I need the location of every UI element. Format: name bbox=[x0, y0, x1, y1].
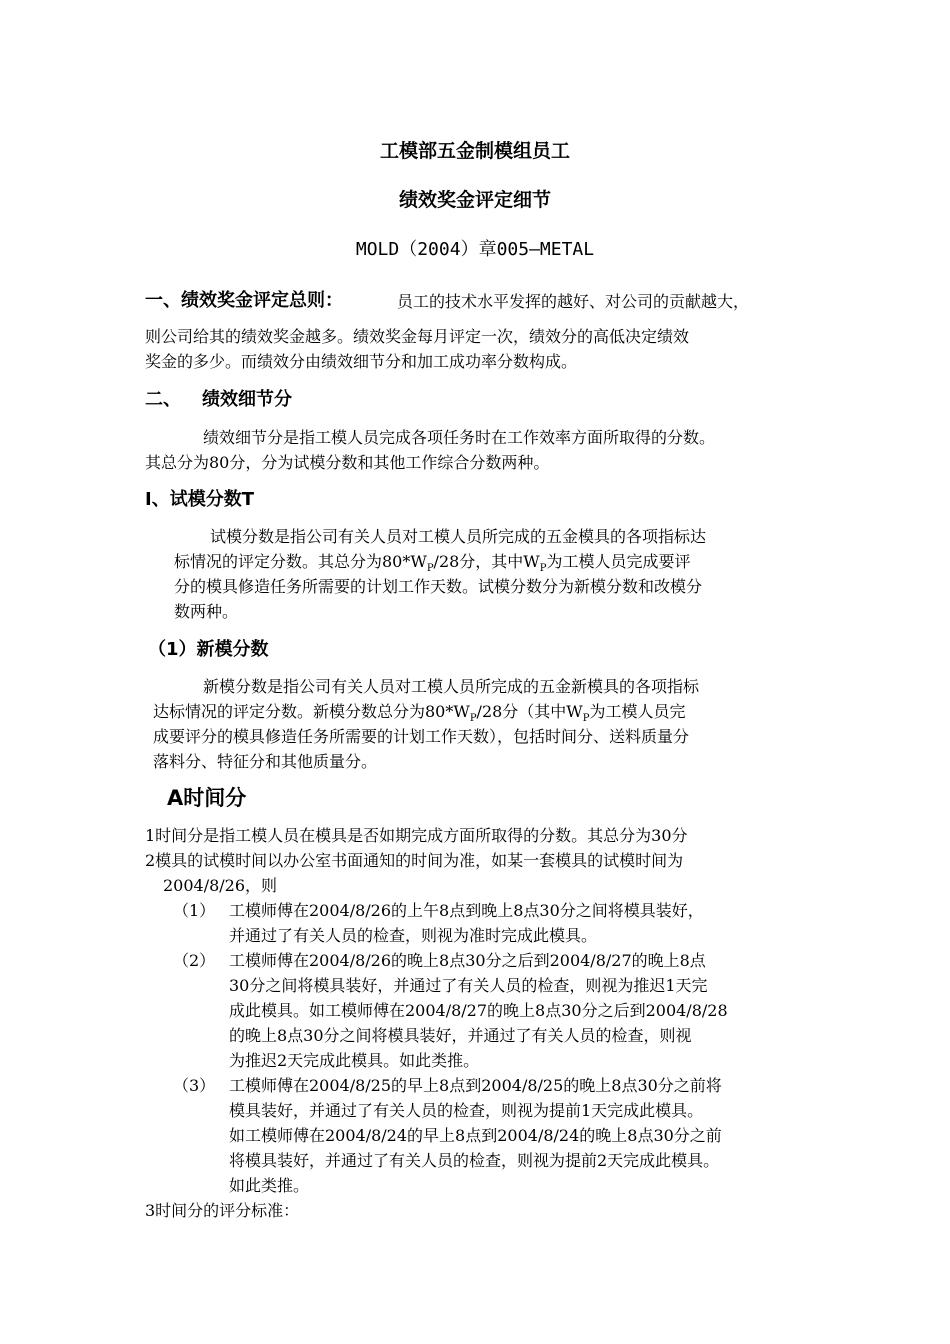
doc-code: MOLD（2004）章005—METAL bbox=[355, 239, 595, 260]
sub3-line: 如此类推。 bbox=[229, 1176, 310, 1195]
section1-line: 员工的技术水平发挥的越好、对公司的贡献越大， bbox=[397, 292, 750, 311]
new-mold-line: 达标情况的评定分数。新模分数总分为$80*W_P/28$分（其中$W_P$为工模人员完 bbox=[153, 702, 686, 725]
section1-line: 奖金的多少。而绩效分由绩效细节分和加工成功率分数构成。 bbox=[145, 352, 578, 371]
sub1-line: 工模师傅在2004/8/26的上午8点到晚上8点30分之间将模具装好， bbox=[229, 901, 704, 920]
time-score-heading: A时间分 bbox=[167, 786, 247, 810]
time-item-1: 1时间分是指工模人员在模具是否如期完成方面所取得的分数。其总分为30分 bbox=[145, 826, 688, 845]
sub3-line: 工模师傅在2004/8/25的早上8点到2004/8/25的晚上8点30分之前将 bbox=[229, 1076, 722, 1095]
time-item-2: 2模具的试模时间以办公室书面通知的时间为准，如某一套模具的试模时间为 bbox=[145, 851, 684, 870]
sectionI-line: 标情况的评定分数。其总分为$80*W_P/28$分，其中$W_P$为工模人员完成要评 bbox=[174, 552, 691, 575]
time-item-3: 3时间分的评分标准： bbox=[145, 1201, 300, 1220]
section2-line: 其总分为80分，分为试模分数和其他工作综合分数两种。 bbox=[145, 453, 550, 472]
sub1-number: （1） bbox=[173, 901, 216, 920]
section1-line: 则公司给其的绩效奖金越多。绩效奖金每月评定一次，绩效分的高低决定绩效 bbox=[145, 327, 690, 346]
sub2-line: 工模师傅在2004/8/26的晚上8点30分之后到2004/8/27的晚上8点 bbox=[229, 951, 706, 970]
sub2-line: 30分之间将模具装好，并通过了有关人员的检查，则视为推迟1天完 bbox=[229, 976, 708, 995]
sub2-line: 成此模具。如工模师傅在2004/8/27的晚上8点30分之后到2004/8/28 bbox=[229, 1001, 728, 1020]
new-mold-line: 新模分数是指公司有关人员对工模人员所完成的五金新模具的各项指标 bbox=[203, 677, 700, 696]
time-item-2-cont: 2004/8/26，则 bbox=[163, 876, 278, 895]
section2-line: 绩效细节分是指工模人员完成各项任务时在工作效率方面所取得的分数。 bbox=[203, 428, 716, 447]
section1-heading: 一、绩效奖金评定总则： bbox=[145, 290, 343, 311]
new-mold-heading: （1）新模分数 bbox=[148, 639, 269, 660]
sub1-line: 并通过了有关人员的检查，则视为准时完成此模具。 bbox=[229, 926, 598, 945]
sectionI-line: 数两种。 bbox=[174, 602, 239, 621]
new-mold-line: 落料分、特征分和其他质量分。 bbox=[153, 752, 378, 771]
section2-number: 二、 bbox=[145, 389, 181, 410]
section2-heading: 绩效细节分 bbox=[202, 389, 292, 410]
sub3-line: 模具装好，并通过了有关人员的检查，则视为提前1天完成此模具。 bbox=[229, 1101, 704, 1120]
new-mold-line: 成要评分的模具修造任务所需要的计划工作天数），包括时间分、送料质量分 bbox=[153, 727, 690, 746]
sub2-line: 的晚上8点30分之间将模具装好，并通过了有关人员的检查，则视 bbox=[229, 1026, 692, 1045]
doc-title-line1: 工模部五金制模组员工 bbox=[379, 140, 570, 162]
sub2-line: 为推迟2天完成此模具。如此类推。 bbox=[229, 1051, 480, 1070]
sub3-line: 如工模师傅在2004/8/24的早上8点到2004/8/24的晚上8点30分之前 bbox=[229, 1126, 722, 1145]
sectionI-line: 分的模具修造任务所需要的计划工作天数。试模分数分为新模分数和改模分 bbox=[174, 577, 703, 596]
doc-title-line2: 绩效奖金评定细节 bbox=[398, 189, 551, 211]
sub3-line: 将模具装好，并通过了有关人员的检查，则视为提前2天完成此模具。 bbox=[229, 1151, 720, 1170]
sub3-number: （3） bbox=[173, 1076, 216, 1095]
sectionI-line: 试模分数是指公司有关人员对工模人员所完成的五金模具的各项指标达 bbox=[210, 527, 707, 546]
sub2-number: （2） bbox=[173, 951, 216, 970]
sectionI-heading: I、试模分数T bbox=[145, 489, 254, 510]
